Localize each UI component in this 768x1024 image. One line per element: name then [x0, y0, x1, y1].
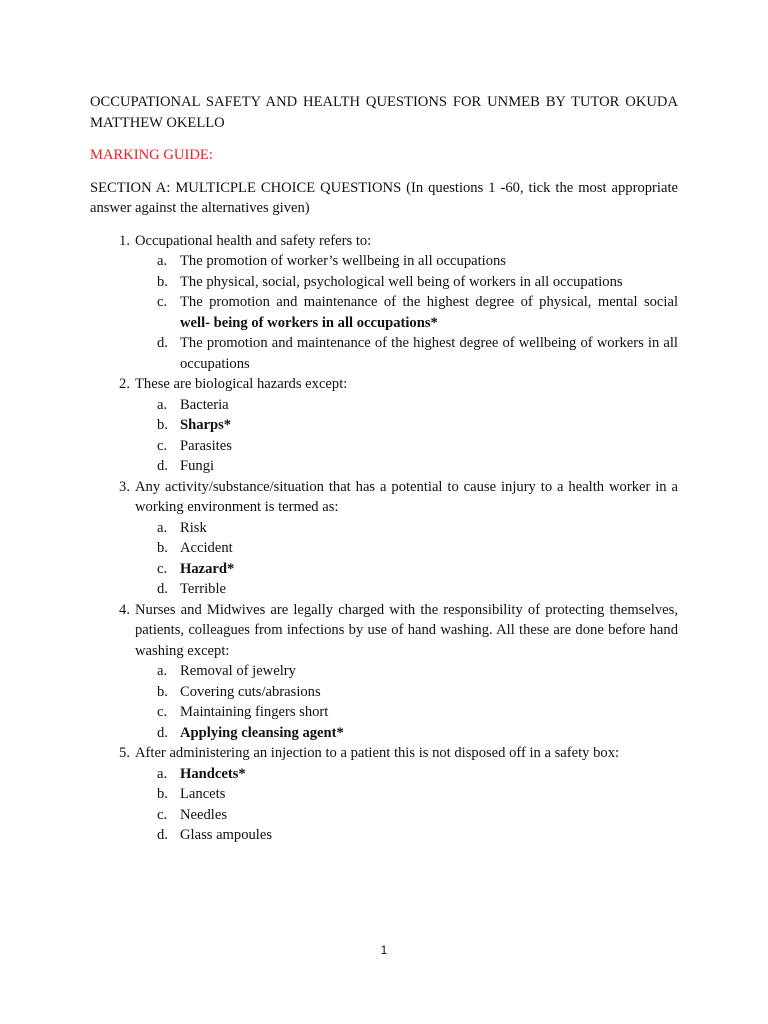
option-text: Bacteria [180, 396, 229, 413]
question-text: Nurses and Midwives are legally charged with the responsibility of protecting themselves, patients, colleagues from infections by use of hand washing. All these are done before hand washing except: [135, 601, 678, 659]
option-item [135, 764, 678, 785]
correct-answer-text: Sharps* [180, 417, 232, 433]
option-text: Covering cuts/abrasions [180, 683, 321, 700]
option-item [135, 538, 678, 559]
option-text: The promotion and maintenance of the highest degree of wellbeing of workers in all occupations [180, 335, 678, 372]
correct-answer-text: Handcets* [180, 765, 246, 782]
option-text: Terrible [180, 581, 226, 597]
option-text: Parasites [180, 437, 232, 454]
option-item [135, 559, 678, 580]
option-item [135, 723, 678, 744]
option-text: Maintaining fingers short [180, 704, 329, 720]
option-letter: a. [157, 396, 168, 413]
option-text: Glass ampoules [180, 827, 273, 843]
option-list [135, 251, 678, 374]
option-list [135, 661, 678, 743]
option-item [135, 436, 678, 457]
option-item [135, 825, 678, 846]
question-number: 5. [119, 745, 130, 761]
option-letter: b. [157, 683, 168, 700]
option-letter: d. [157, 827, 168, 843]
option-item [135, 415, 678, 436]
option-text: Fungi [180, 458, 215, 474]
option-letter: c. [157, 560, 168, 577]
option-list [135, 764, 678, 846]
option-letter: c. [157, 294, 168, 310]
section-heading: SECTION A: MULTICPLE CHOICE QUESTIONS (In questions 1 -60, tick the most appropriate answer against the alternatives given) [90, 179, 678, 216]
option-item [135, 702, 678, 723]
option-letter: b. [157, 273, 168, 290]
option-item [135, 661, 678, 682]
option-letter: b. [157, 417, 168, 433]
option-text: Needles [180, 806, 228, 823]
option-letter: d. [157, 458, 168, 474]
option-item [135, 251, 678, 272]
question-item [90, 477, 678, 600]
option-letter: a. [157, 765, 168, 782]
option-item [135, 272, 678, 293]
option-list [135, 395, 678, 477]
option-list [135, 518, 678, 600]
option-item [135, 456, 678, 477]
marking-guide-label: MARKING GUIDE: [90, 147, 213, 163]
question-number: 1. [119, 232, 130, 249]
question-text: After administering an injection to a patient this is not disposed off in a safety box: [135, 745, 620, 761]
question-number: 2. [119, 376, 130, 392]
option-item [135, 333, 678, 374]
option-text: The physical, social, psychological well being of workers in all occupations [180, 273, 623, 290]
correct-answer-text: Hazard* [180, 560, 235, 577]
question-item [90, 600, 678, 744]
question-number: 4. [119, 601, 130, 618]
question-list [90, 231, 678, 846]
option-item [135, 784, 678, 805]
question-item [90, 743, 678, 846]
option-text: Accident [180, 540, 233, 556]
question-text: Any activity/substance/situation that has a potential to cause injury to a health worker in a working environment is termed as: [135, 478, 678, 515]
option-letter: d. [157, 335, 168, 351]
option-letter: a. [157, 253, 168, 269]
question-text: Occupational health and safety refers to: [135, 232, 372, 249]
document-page [90, 92, 678, 846]
document-title: OCCUPATIONAL SAFETY AND HEALTH QUESTIONS FOR UNMEB BY TUTOR OKUDA MATTHEW OKELLO [90, 94, 678, 131]
option-letter: a. [157, 519, 168, 536]
question-item [90, 231, 678, 375]
option-item [135, 682, 678, 703]
option-letter: b. [157, 786, 168, 802]
option-letter: c. [157, 437, 168, 454]
option-letter: c. [157, 806, 168, 823]
option-text: Lancets [180, 786, 226, 802]
correct-answer-text: well- being of workers in all occupations* [180, 314, 438, 331]
option-letter: b. [157, 540, 168, 556]
option-letter: c. [157, 704, 168, 720]
option-text: Risk [180, 519, 207, 536]
option-item [135, 579, 678, 600]
option-item [135, 805, 678, 826]
option-letter: a. [157, 663, 168, 679]
option-letter: d. [157, 581, 168, 597]
correct-answer-text: Applying cleansing agent* [180, 724, 344, 741]
question-item [90, 374, 678, 477]
option-text: Removal of jewelry [180, 663, 296, 679]
option-text: The promotion and maintenance of the highest degree of physical, mental social [180, 294, 678, 310]
page-number: 1 [380, 943, 388, 957]
question-text: These are biological hazards except: [135, 376, 348, 392]
option-letter: d. [157, 724, 168, 741]
question-number: 3. [119, 478, 130, 495]
option-item [135, 518, 678, 539]
option-text: The promotion of worker’s wellbeing in all occupations [180, 253, 506, 269]
option-item [135, 292, 678, 333]
option-item [135, 395, 678, 416]
